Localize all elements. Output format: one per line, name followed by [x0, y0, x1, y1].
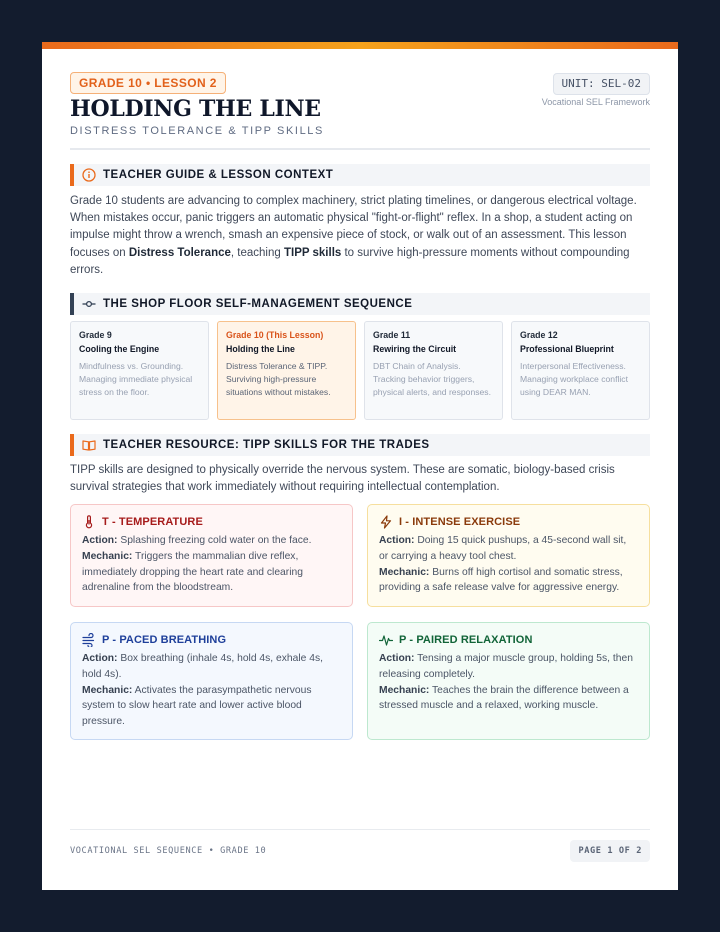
lesson-page — [42, 42, 678, 890]
tipp-action — [379, 533, 638, 565]
tipp-card-intense-exercise — [367, 504, 650, 607]
grade-module-name: Holding the Line — [226, 344, 295, 354]
tipp-card-temperature — [70, 504, 353, 607]
footer-divider — [70, 829, 650, 830]
page-title: HOLDING THE LINE — [70, 96, 321, 122]
guide-paragraph — [70, 193, 650, 279]
action-label: Action: — [82, 653, 118, 664]
header-divider — [70, 148, 650, 150]
mechanism-label: Mechanic: — [82, 550, 133, 562]
action-label: Action: — [379, 535, 415, 546]
tipp-card-paired-relaxation — [367, 622, 650, 740]
wind-icon — [82, 633, 96, 647]
tipp-title: P - PAIRED RELAXATION — [399, 634, 533, 646]
mechanism-text: Burns off high cortisol and somatic stress, providing a safe release valve for aggressive energy. — [379, 566, 623, 594]
mechanism-text: Activates the parasympathetic nervous system to slow heart rate and lower active blood pressure. — [82, 684, 312, 728]
grade-card-11 — [364, 321, 503, 420]
grade-label: Grade 12 — [520, 330, 558, 340]
lesson-badge: GRADE 10 • LESSON 2 — [70, 72, 226, 94]
mechanism-text: Triggers the mammalian dive reflex, immediately dropping the heart rate and clearing adrenaline from the bloodstream. — [82, 550, 303, 594]
action-label: Action: — [379, 653, 415, 664]
guide-bold-tipp: TIPP skills — [283, 246, 342, 259]
guide-text-2: , teaching — [230, 246, 284, 259]
open-book-icon — [82, 438, 96, 452]
tipp-action — [379, 651, 638, 683]
grade-description: Distress Tolerance & TIPP. Surviving high-pressure situations without mistakes. — [226, 361, 331, 397]
guide-section-header — [70, 164, 650, 186]
page-subtitle: DISTRESS TOLERANCE & TIPP SKILLS — [70, 125, 324, 137]
tipp-action — [82, 533, 341, 549]
resource-section-title: TEACHER RESOURCE: TIPP SKILLS FOR THE TRADES — [103, 439, 430, 451]
sequence-section-title: THE SHOP FLOOR SELF-MANAGEMENT SEQUENCE — [103, 298, 413, 310]
footer-sequence-label: VOCATIONAL SEL SEQUENCE • GRADE 10 — [70, 846, 267, 856]
tipp-mechanism — [82, 549, 341, 596]
tipp-card-paced-breathing — [70, 622, 353, 740]
commit-node-icon — [82, 297, 96, 311]
grade-module-name: Rewiring the Circuit — [373, 344, 457, 354]
pulse-icon — [379, 633, 393, 647]
mechanism-text: Teaches the brain the difference between a stressed muscle and a relaxed, working muscle. — [379, 684, 629, 712]
action-text: Doing 15 quick pushups, a 45-second wall sit, or carrying a heavy tool chest. — [379, 535, 627, 562]
guide-text-1: Grade 10 students are advancing to complex machinery, strict plating timelines, or dangerous electrical voltage. When mistakes occur, panic triggers an automatic physical "fight-or-flight" reflex. In a shop, a student acting on impulse might throw a wrench, smash an expensive piece of stock, or walk out of an assessment. This lesson focuses on — [70, 195, 637, 259]
tipp-title: T - TEMPERATURE — [102, 516, 203, 528]
thermometer-icon — [82, 515, 96, 529]
grade-card-12 — [511, 321, 650, 420]
lightning-bolt-icon — [379, 515, 393, 529]
resource-section-header — [70, 434, 650, 456]
info-circle-icon — [82, 168, 96, 182]
resource-intro: TIPP skills are designed to physically override the nervous system. These are somatic, biology-based crisis survival strategies that work immediately without requiring intellectual contemplation. — [70, 464, 615, 494]
grade-card-9 — [70, 321, 209, 420]
grade-card-10-current — [217, 321, 356, 420]
sequence-section-header — [70, 293, 650, 315]
guide-text-3: to survive high-pressure moments without compounding errors. — [70, 246, 630, 276]
grade-description: DBT Chain of Analysis. Tracking behavior triggers, physical alerts, and responses. — [373, 361, 491, 397]
action-text: Tensing a major muscle group, holding 5s, then releasing completely. — [379, 653, 633, 680]
grade-label: Grade 10 (This Lesson) — [226, 330, 324, 340]
mechanism-label: Mechanic: — [82, 684, 133, 696]
mechanism-label: Mechanic: — [379, 684, 430, 696]
guide-section-title: TEACHER GUIDE & LESSON CONTEXT — [103, 169, 334, 181]
tipp-title: P - PACED BREATHING — [102, 634, 227, 646]
tipp-title: I - INTENSE EXERCISE — [399, 516, 521, 528]
framework-label: Vocational SEL Framework — [541, 97, 650, 107]
accent-top-bar — [42, 42, 678, 49]
grade-description: Interpersonal Effectiveness. Managing workplace conflict using DEAR MAN. — [520, 361, 628, 397]
mechanism-label: Mechanic: — [379, 566, 430, 578]
grade-label: Grade 9 — [79, 330, 112, 340]
grade-label: Grade 11 — [373, 330, 411, 340]
unit-badge: UNIT: SEL-02 — [553, 73, 650, 95]
grade-module-name: Cooling the Engine — [79, 344, 160, 354]
action-label: Action: — [82, 535, 118, 546]
guide-bold-distress: Distress Tolerance — [128, 246, 231, 259]
tipp-mechanism — [379, 683, 638, 715]
grade-description: Mindfulness vs. Grounding. Managing immediate physical stress on the floor. — [79, 361, 193, 397]
tipp-mechanism — [82, 683, 341, 730]
action-text: Box breathing (inhale 4s, hold 4s, exhale 4s, hold 4s). — [82, 653, 323, 680]
tipp-action — [82, 651, 341, 683]
tipp-mechanism — [379, 565, 638, 597]
page-number-badge: PAGE 1 OF 2 — [570, 840, 650, 862]
grade-module-name: Professional Blueprint — [520, 344, 614, 354]
action-text: Splashing freezing cold water on the face. — [117, 535, 312, 546]
